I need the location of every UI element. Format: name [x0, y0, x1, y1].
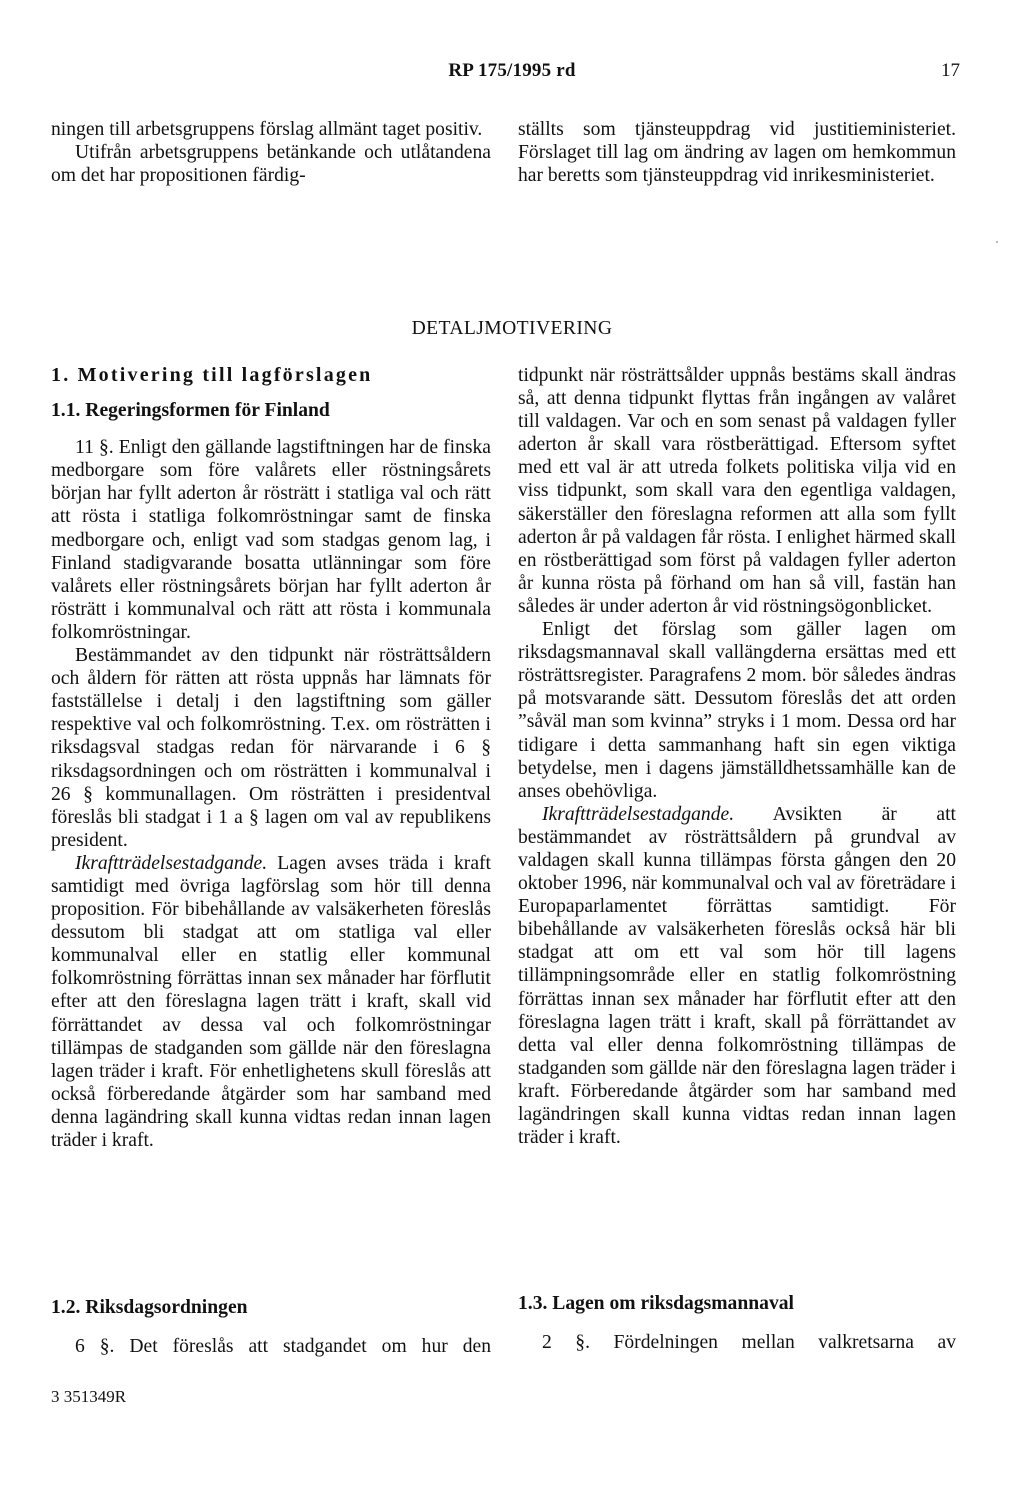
heading-motivering: 1. Motivering till lagförslagen — [51, 364, 373, 386]
page-number: 17 — [941, 60, 960, 81]
ikraft-label-left: Ikraftträdelsestadgande. — [75, 852, 268, 874]
intro-left-paragraph-1: ningen till arbetsgruppens förslag allmänt taget positiv. — [51, 119, 483, 140]
paragraph-ikraft-right — [518, 803, 956, 1149]
heading-riksdagsmannaval: 1.3. Lagen om riksdagsmannaval — [518, 1293, 794, 1314]
running-title: RP 175/1995 rd — [448, 60, 576, 81]
paragraph-11-paragraf: 11 §. Enligt den gällande lagstiftningen har de finska medborgare som före valårets eller röstningsårets början har fyllt aderton år rösträtt i statliga val och rätt att rösta i statliga folkomröstningar samt de finska medborgare och, enligt vad som stadgas genom lag, i Finland stadigvarande bosatta utlänningar som före valårets eller röstningsårets början har fyllt aderton år rösträtt i kommunalval och rätt att rösta i kommunala folkomröstningar. — [51, 437, 491, 643]
ikraft-text-right: Avsikten är att bestämmandet av rösträttsåldern på grundval av valdagen skall kunna tillämpas första gången den 20 oktober 1996, när kommunalval och val av företrädare i Europaparlamentet förrättas samtidigt. För bibehållande av valsäkerheten föreslås också här bli stadgat att om ett val som hör till lagens tillämpningsområde eller en statlig folkomröstning förrättas innan sex månader har förflutit efter att den föreslagna lagen trätt i kraft, skall på förrättandet av detta val eller denna folkomröstning tillämpas de stadganden som gällde när den föreslagna lagen träder i kraft. Förberedande åtgärder som har samband med lagändringen skall kunna vidtas redan innan lagen träder i kraft. — [518, 803, 956, 1149]
heading-regeringsformen: 1.1. Regeringsformen för Finland — [51, 400, 330, 422]
scan-speck — [996, 241, 998, 243]
ikraft-text-left: Lagen avses träda i kraft samtidigt med övriga lagförslag som hör till denna proposition. För bibehållande av valsäkerheten föreslås dessutom bli stadgat att om statliga val eller kommunalval eller en statlig eller kommunal folkomröstning förrättas innan sex månader har förflutit efter att den föreslagna lagen trätt i kraft, skall vid förrättandet av dessa val och folkomröstningar tillämpas de stadganden som gällde när den föreslagna lagen träder i kraft. För enhetlighetens skull föreslås att också förberedande åtgärder som har samband med denna lagändring skall kunna vidtas redan innan lagen träder i kraft. — [51, 852, 491, 1151]
paragraph-enligt-forslag: Enligt det förslag som gäller lagen om riksdagsmannaval skall vallängderna ersättas med ett rösträttsregister. Paragrafens 2 mom. bör således ändras på motsvarande sätt. Dessutom föreslås det att orden ”såväl man som kvinna” stryks i 1 mom. Dessa ord har tidigare i detta sammanhang haft sin egen viktiga betydelse, men i dagens jämställdhetssamhälle kan de anses obehövliga. — [518, 619, 956, 802]
paragraph-ikraft-left — [51, 852, 491, 1152]
heading-riksdagsordningen: 1.2. Riksdagsordningen — [51, 1297, 248, 1318]
print-code: 3 351349R — [51, 1387, 127, 1406]
intro-left-paragraph-2: Utifrån arbetsgruppens betänkande och utlåtandena om det har propositionen färdig- — [51, 142, 491, 187]
bottom-left-column — [51, 1296, 491, 1358]
main-left-column — [51, 364, 491, 1152]
paragraph-tidpunkt: tidpunkt när rösträttsålder uppnås bestäms skall ändras så, att denna tidpunkt flyttas från ingången av valåret till valdagen. Var och en som senast på valdagen fyller aderton år skall vara röstberättigad. Eftersom syftet med ett val är att utreda folkets politiska vilja vid en viss tidpunkt, som skall vara den egentliga valdagen, säkerställer den föreslagna reformen att alla som fyllt aderton år på valdagen får rösta. I enlighet härmed skall en röstberättigad som först på valdagen fyller aderton år kunna rösta på förhand om han så vill, fastän han således är under aderton år vid röstningsögonblicket. — [518, 365, 956, 617]
paragraph-bestammandet: Bestämmandet av den tidpunkt när rösträttsåldern och åldern för rätten att rösta uppnås har lämnats för fastställelse i detalj i den lagstiftning som gäller respektive val och folkomröstning. T.ex. om rösträtten i riksdagsval stadgas redan för närvarande i 6 § riksdagsordningen och om rösträtten i kommunalval i 26 § kommunallagen. Om rösträtten i presidentval föreslås bli stadgat i 1 a § lagen om val av republikens president. — [51, 645, 491, 851]
bottom-right-column — [518, 1292, 956, 1354]
intro-left-column — [51, 118, 491, 187]
section-title: DETALJMOTIVERING — [411, 318, 613, 339]
paragraph-6-paragraf: 6 §. Det föreslås att stadgandet om hur den — [75, 1336, 491, 1358]
paragraph-2-paragraf: 2 §. Fördelningen mellan valkretsarna av — [542, 1332, 956, 1354]
intro-right-column — [518, 118, 956, 187]
ikraft-label-right: Ikraftträdelsestadgande. — [542, 803, 735, 825]
main-right-column — [518, 364, 956, 1149]
intro-right-paragraph: ställts som tjänsteuppdrag vid justitieministeriet. Förslaget till lag om ändring av lagen om hemkommun har beretts som tjänsteuppdrag vid inrikesministeriet. — [518, 119, 956, 187]
